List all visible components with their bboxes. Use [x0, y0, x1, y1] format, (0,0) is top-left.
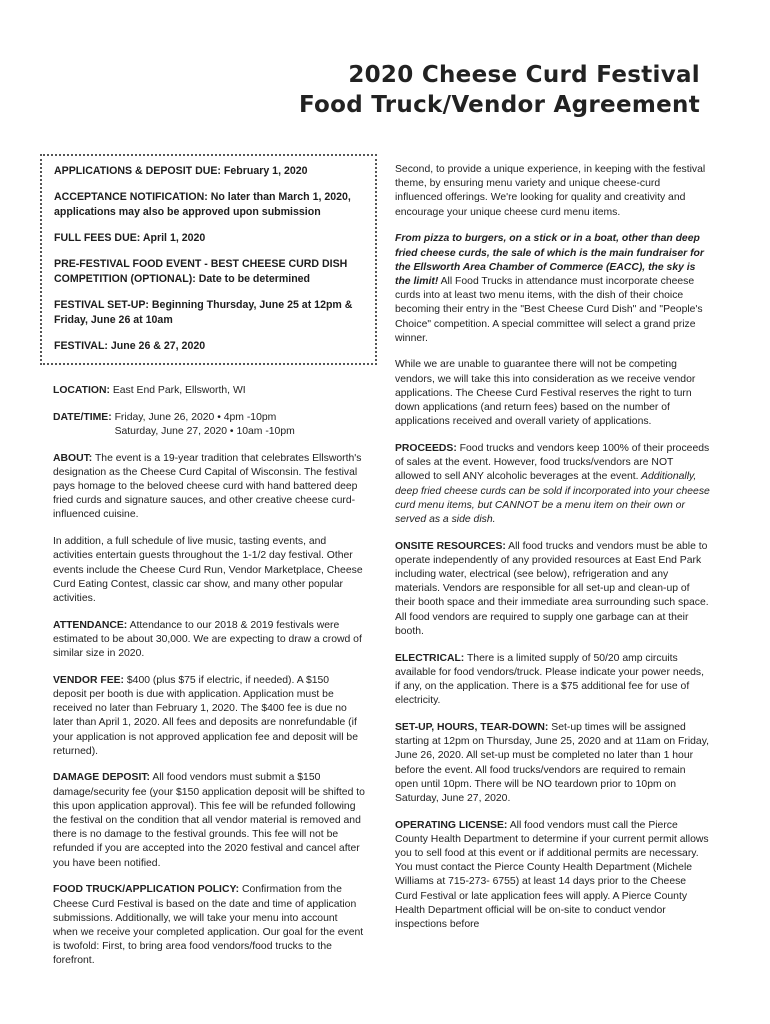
vendor-fee-text: $400 (plus $75 if electric, if needed). A $150 deposit per booth is due with application. Application must be received no later than February 1, 2020. The $400 fee is due no later than April 1, 2020. All fees and deposits are nonrefundable (if your application is not approved application fee and deposit will be returned).: [53, 674, 358, 757]
attendance-label: ATTENDANCE:: [53, 619, 128, 631]
datetime-friday: Friday, June 26, 2020 • 4pm -10pm: [114, 411, 277, 423]
document-header: [299, 60, 700, 120]
license-paragraph: [395, 819, 710, 933]
attendance-paragraph: [53, 619, 365, 662]
datetime-saturday: Saturday, June 27, 2020 • 10am -10pm: [114, 425, 295, 437]
unable-paragraph: While we are unable to guarantee there will not be competing vendors, we will take this into consideration as we receive vendor applications. The Cheese Curd Festival reserves the right to turn down applications (and return fees) based on the number of applications received and overall variety of applications.: [395, 359, 696, 428]
proceeds-italic: Additionally, deep fried cheese curds can be sold if incorporated into your cheese curd menu items, but CANNOT be a menu item on their own or served as a side dish.: [395, 471, 710, 525]
location-text: East End Park, Ellsworth, WI: [109, 385, 246, 396]
policy-label: FOOD TRUCK/APPLICATION POLICY:: [53, 884, 240, 896]
policy-paragraph: [53, 883, 365, 968]
setup-text: Set-up times will be assigned starting at 12pm on Thursday, June 25, 2020 and at 11am on Friday, June 26, 2020. All set-up must be completed no later than 1 hour before the event. All food trucks/vendors are required to remain open until 10pm. There will be NO teardown prior to 10pm on Saturday, June 27, 2020.: [395, 721, 710, 804]
policy-text: Confirmation from the Cheese Curd Festival is based on the date and time of application submissions. Additionally, we will take your menu into account when we receive your completed application. Our goal for the event is twofold: First, to bring area food vendors/food trucks to the forefront.: [53, 884, 364, 967]
about-text: The event is a 19-year tradition that celebrates Ellsworth's designation as the Cheese Curd Capital of Wisconsin. The festival pays homage to the beloved cheese curd with hand battered deep fried curds and signature sauces, and other creative cheese curd-influenced cuisine.: [53, 452, 362, 521]
onsite-label: ONSITE RESOURCES:: [395, 540, 506, 552]
setup-paragraph: [395, 721, 710, 806]
deadline-pre-festival: PRE-FESTIVAL FOOD EVENT - BEST CHEESE CURD DISH COMPETITION (OPTIONAL): Date to be determined: [54, 258, 348, 285]
left-column: [53, 384, 365, 981]
title-line-1: 2020 Cheese Curd Festival: [348, 62, 700, 88]
damage-deposit-paragraph: [53, 771, 365, 870]
setup-label: SET-UP, HOURS, TEAR-DOWN:: [395, 721, 549, 733]
pizza-text: All Food Trucks in attendance must incorporate cheese curds into at least two menu items, with the dish of their choice becoming their entry in the "Best Cheese Curd Dish" and "People's Choice" competition. A special committee will select a grand prize winner.: [395, 275, 703, 344]
datetime-paragraph: [53, 411, 365, 439]
onsite-text: All food trucks and vendors must be able to operate independently of any provided resources at East End Park including water, electrical (see below), refrigeration and any materials. Vendors are responsible for all set-up and clean-up of their booth space and their immediate area surrounding such space. All food vendors are required to supply one garbage can at their booth.: [395, 540, 709, 637]
electrical-label: ELECTRICAL:: [395, 652, 465, 664]
about-paragraph: [53, 452, 365, 523]
deadline-setup: FESTIVAL SET-UP: Beginning Thursday, June 25 at 12pm & Friday, June 26 at 10am: [54, 299, 353, 326]
license-label: OPERATING LICENSE:: [395, 819, 508, 831]
electrical-text: There is a limited supply of 50/20 amp circuits available for food vendors/truck. Please indicate your power needs, if any, on the application. There is a $75 additional fee for use of electricity.: [395, 652, 705, 707]
attendance-text: Attendance to our 2018 & 2019 festivals were estimated to be about 30,000. We are expecting to draw a crowd of similar size in 2020.: [53, 619, 362, 660]
proceeds-paragraph: [395, 442, 710, 527]
damage-deposit-label: DAMAGE DEPOSIT:: [53, 772, 150, 784]
deadline-acceptance: ACCEPTANCE NOTIFICATION: No later than March 1, 2020, applications may also be approved upon submission: [54, 191, 351, 218]
pizza-paragraph: [395, 232, 710, 346]
proceeds-text: Food trucks and vendors keep 100% of their proceeds of sales at the event. However, food trucks/vendors are NOT allowed to sell ANY alcoholic beverages at the event.: [395, 442, 710, 483]
about-label: ABOUT:: [53, 452, 93, 464]
datetime-label: DATE/TIME:: [53, 411, 112, 423]
second-paragraph: Second, to provide a unique experience, in keeping with the festival theme, by ensuring menu variety and unique cheese-curd influenced offerings. We're looking for quality and creativity and encourage your unique cheese curd menu items.: [395, 164, 706, 218]
damage-deposit-text: All food vendors must submit a $150 damage/security fee (your $150 application deposit will be shifted to this upon application approval). This fee will be refunded following the festival on the condition that all vendor material is removed and there is no damage to the festival grounds. This fee will not be refunded if you are accepted into the 2020 festival and cancel after you have been notified.: [53, 772, 365, 869]
electrical-paragraph: [395, 652, 710, 709]
deadline-applications: APPLICATIONS & DEPOSIT DUE: February 1, 2020: [54, 165, 308, 177]
proceeds-label: PROCEEDS:: [395, 442, 457, 454]
onsite-paragraph: [395, 540, 710, 639]
license-text: All food vendors must call the Pierce County Health Department to determine if your current permit allows you to sell food at this event or if additional permits are necessary. You must contact the Pierce County Health Department (Michele Williams at 715-273- 6755) at least 14 days prior to the Cheese Curd Festival or late application fees will apply. A Pierce County Health Department official will be on-site to conduct vendor inspections before: [395, 819, 709, 931]
deadline-festival: FESTIVAL: June 26 & 27, 2020: [54, 340, 206, 352]
addition-paragraph: In addition, a full schedule of live music, tasting events, and activities entertain guests throughout the 1-1/2 day festival. Other events include the Cheese Curd Run, Vendor Marketplace, Cheese Curd Eating Contest, classic car show, and many other popular activities.: [53, 536, 363, 604]
location-label: LOCATION:: [53, 385, 110, 396]
right-column: [395, 163, 710, 945]
vendor-fee-paragraph: [53, 674, 365, 759]
location-paragraph: [53, 384, 365, 398]
key-dates-box: [40, 154, 377, 365]
pizza-emphasis: From pizza to burgers, on a stick or in a boat, other than deep fried cheese curds, the sale of which is the main fundraiser for the Ellsworth Area Chamber of Commerce (EACC), the sky is the limit!: [395, 233, 704, 287]
title-line-2: Food Truck/Vendor Agreement: [298, 92, 700, 118]
deadline-full-fees: FULL FEES DUE: April 1, 2020: [54, 232, 206, 244]
vendor-fee-label: VENDOR FEE:: [53, 674, 125, 686]
